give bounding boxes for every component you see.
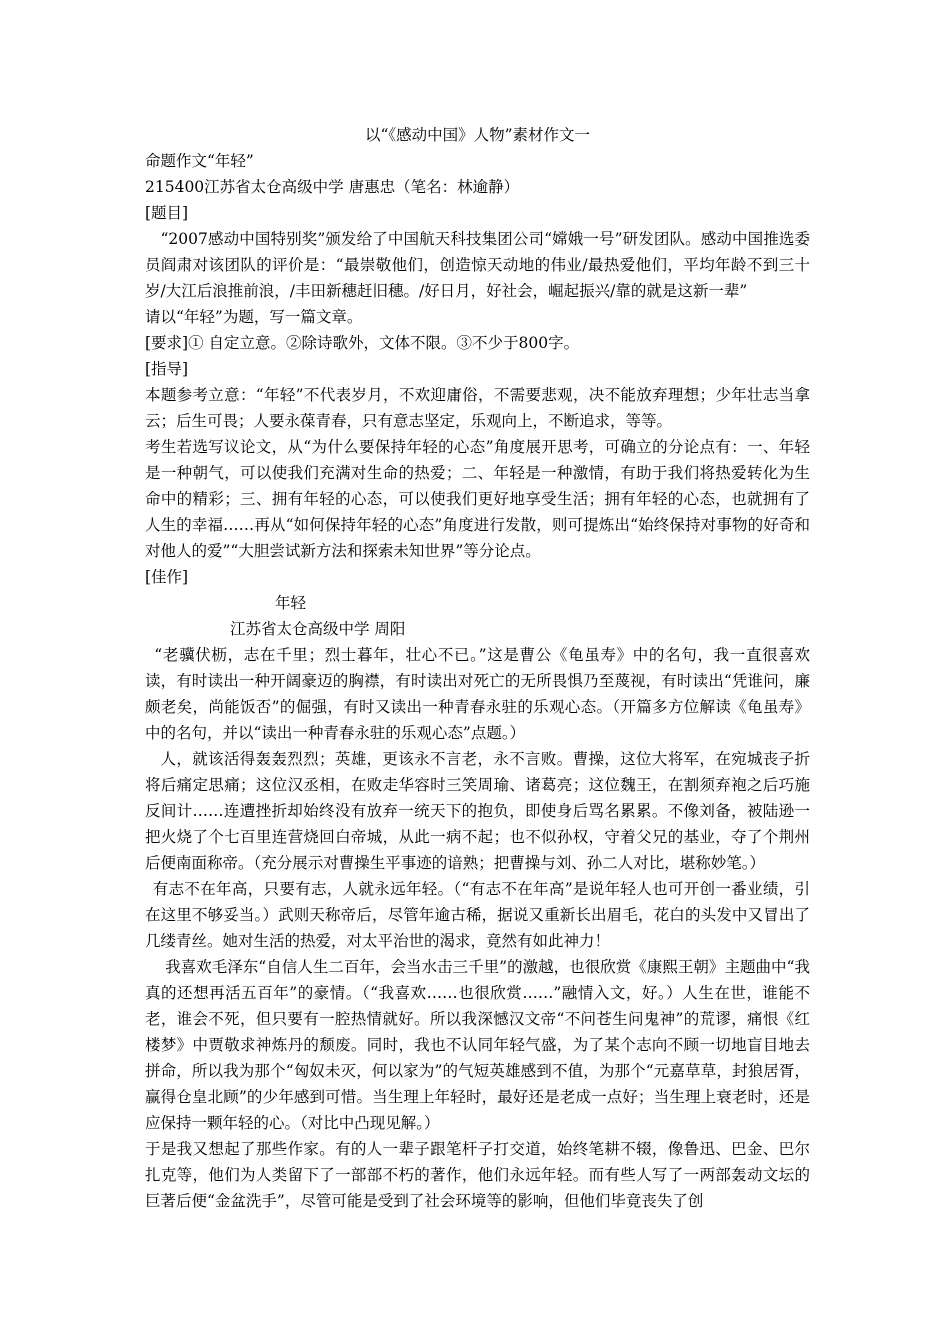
essay-author: 江苏省太仓高级中学 周阳	[230, 620, 406, 638]
essay-paragraph-4: 我喜欢毛泽东“自信人生二百年，会当水击三千里”的激越，也很欣赏《康熙王朝》主题曲中“我真的还想再活五百年”的豪情。（“我喜欢……也很欣赏……”融情入文，好。）人生在世，谁能不老，谁会不死，但只要有一腔热情就好。所以我深憾汉文帝“不问苍生问鬼神”的荒谬，痛恨《红楼梦》中贾敬求神炼丹的颓废。同时，我也不认同年轻气盛，为了某个志向不顾一切地盲目地去拼命，所以我为那个“匈奴未灭，何以家为”的气短英雄感到不值，为那个“元嘉草草，封狼居胥，赢得仓皇北顾”的少年感到可惜。当生理上年轻时，最好还是老成一点好；当生理上衰老时，还是应保持一颗年轻的心。（对比中凸现见解。）	[145, 958, 810, 1132]
essay-paragraph-3: 有志不在年高，只要有志，人就永远年轻。（“有志不在年高”是说年轻人也可开创一番业绩，引在这里不够妥当。）武则天称帝后，尽管年逾古稀，据说又重新长出眉毛，花白的头发中又冒出了几缕青丝。她对生活的热爱，对太平治世的渴求，竟然有如此神力！	[145, 880, 810, 950]
author-line: 215400江苏省太仓高级中学 唐惠忠（笔名：林逾静）	[145, 178, 520, 196]
doc-title: 以“《感动中国》人物”素材作文一	[364, 126, 591, 144]
guide-paragraph-2: 考生若选写议论文，从“为什么要保持年轻的心态”角度展开思考，可确立的分论点有：一、年轻是一种朝气，可以使我们充满对生命的热爱；二、年轻是一种激情，有助于我们将热爱转化为生命中的精彩；三、拥有年轻的心态，可以使我们更好地享受生活；拥有年轻的心态，也就拥有了人生的幸福……再从“如何保持年轻的心态”角度进行发散，则可提炼出“始终保持对事物的好奇和对他人的爱”“大胆尝试新方法和探索未知世界”等分论点。	[145, 438, 810, 560]
section-sample-heading: [佳作]	[145, 568, 189, 586]
essay-paragraph-2: 人，就该活得轰轰烈烈；英雄，更该永不言老，永不言败。曹操，这位大将军，在宛城丧子折将后痛定思痛；这位汉丞相，在败走华容时三笑周瑜、诸葛亮；这位魏王，在割须弃袍之后巧施反间计……连遭挫折却始终没有放弃一统天下的抱负，即使身后骂名累累。不像刘备，被陆逊一把火烧了个七百里连营烧回白帝城，从此一病不起；也不似孙权，守着父兄的基业，夺了个荆州后便南面称帝。（充分展示对曹操生平事迹的谙熟；把曹操与刘、孙二人对比，堪称妙笔。）	[145, 750, 810, 872]
essay-paragraph-5: 于是我又想起了那些作家。有的人一辈子跟笔杆子打交道，始终笔耕不辍，像鲁迅、巴金、巴尔扎克等，他们为人类留下了一部部不朽的著作，他们永远年轻。而有些人写了一两部轰动文坛的巨著后便“金盆洗手”，尽管可能是受到了社会环境等的影响，但他们毕竟丧失了创	[145, 1140, 810, 1210]
section-topic-heading: [题目]	[145, 204, 189, 222]
document-page	[145, 122, 810, 1214]
doc-subtitle: 命题作文“年轻”	[145, 152, 254, 170]
topic-paragraph: “2007感动中国特别奖”颁发给了中国航天科技集团公司“嫦娥一号”研发团队。感动中国推选委员阎肃对该团队的评价是：“最崇敬他们，创造惊天动地的伟业/最热爱他们，平均年龄不到三十岁/大江后浪推前浪，/丰田新穗赶旧穗。/好日月，好社会，崛起振兴/靠的就是这新一辈”	[145, 230, 810, 300]
essay-title: 年轻	[275, 594, 307, 612]
essay-paragraph-1: “老骥伏枥，志在千里；烈士暮年，壮心不已。”这是曹公《龟虽寿》中的名句，我一直很喜欢读，有时读出一种开阔豪迈的胸襟，有时读出对死亡的无所畏惧乃至蔑视，有时读出“凭谁问，廉颇老矣，尚能饭否”的倔强，有时又读出一种青春永驻的乐观心态。（开篇多方位解读《龟虽寿》中的名句，并以“读出一种青春永驻的乐观心态”点题。）	[145, 646, 810, 742]
guide-paragraph-1: 本题参考立意：“年轻”不代表岁月，不欢迎庸俗，不需要悲观，决不能放弃理想；少年壮志当拿云；后生可畏；人要永葆青春，只有意志坚定，乐观向上，不断追求，等等。	[145, 386, 810, 430]
task-line: 请以“年轻”为题，写一篇文章。	[145, 308, 363, 326]
requirements-line: [要求]① 自定立意。②除诗歌外，文体不限。③不少于800字。	[145, 334, 580, 352]
section-guide-heading: [指导]	[145, 360, 189, 378]
